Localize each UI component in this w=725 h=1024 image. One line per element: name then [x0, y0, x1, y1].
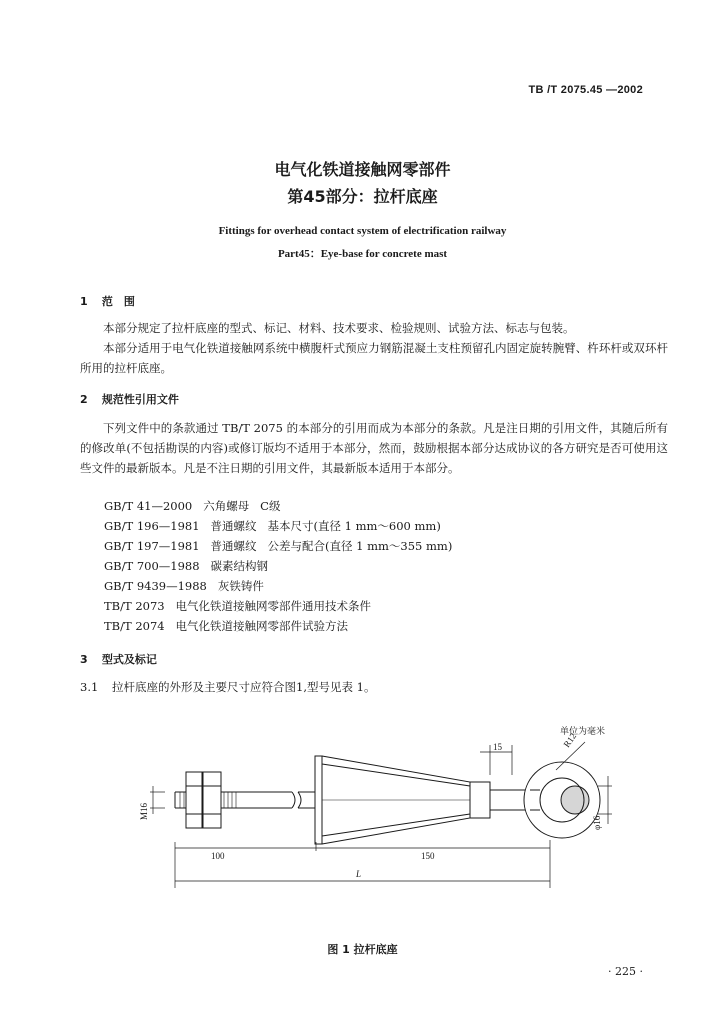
- english-title-line-1: Fittings for overhead contact system of electrification railway: [218, 225, 507, 237]
- section-1-paragraph-2: 本部分适用于电气化铁道接触网系统中横腹杆式预应力钢筋混凝土支柱预留孔内固定旋转腕臂、杵环杆或双环杆所用的拉杆底座。: [80, 341, 668, 375]
- standard-code: TB /T 2075.45 —2002: [528, 84, 643, 96]
- section-title: 范 围: [101, 295, 135, 308]
- section-number: 1: [80, 295, 88, 308]
- section-title: 规范性引用文件: [101, 393, 179, 406]
- reference-item: GB/T 196—1981 普通螺纹 基本尺寸(直径 1 mm～600 mm): [104, 519, 441, 533]
- reference-item: TB/T 2074 电气化铁道接触网零部件试验方法: [104, 619, 349, 633]
- reference-item: GB/T 41—2000 六角螺母 C级: [104, 499, 281, 513]
- section-number: 3: [80, 653, 88, 666]
- dim-l: L: [356, 869, 362, 879]
- clause-number: 3.1: [80, 680, 99, 694]
- title-line-2: 第45部分：拉杆底座: [287, 187, 438, 206]
- section-2-paragraph: 下列文件中的条款通过 TB/T 2075 的本部分的引用而成为本部分的条款。凡是注日期的引用文件，其随后所有的修改单(不包括勘误的内容)或修订版均不适用于本部分，然而，鼓励根据本部分达成协议的各方研究是否可使用这些文件的最新版本。凡是不注日期的引用文件，其最新版本适用于本部分。: [80, 421, 668, 475]
- reference-item: GB/T 197—1981 普通螺纹 公差与配合(直径 1 mm～355 mm): [104, 539, 453, 553]
- dim-100: 100: [211, 851, 225, 861]
- clause-text: 拉杆底座的外形及主要尺寸应符合图1,型号见表 1。: [112, 680, 376, 694]
- dim-phi16: φ16: [592, 815, 602, 830]
- reference-item: GB/T 9439—1988 灰铁铸件: [104, 579, 264, 593]
- section-1-paragraph-1: 本部分规定了拉杆底座的型式、标记、材料、技术要求、检验规则、试验方法、标志与包装。: [103, 321, 575, 335]
- dim-15: 15: [493, 742, 502, 752]
- unit-note: 单位为毫米: [560, 726, 606, 736]
- page-number: · 225 ·: [608, 965, 643, 978]
- section-title: 型式及标记: [101, 653, 157, 666]
- section-number: 2: [80, 393, 88, 406]
- english-title-line-2: Part45：Eye-base for concrete mast: [277, 248, 448, 260]
- dim-150: 150: [421, 851, 435, 861]
- reference-item: GB/T 700—1988 碳素结构钢: [104, 559, 269, 573]
- dim-r12: R12: [561, 731, 579, 750]
- reference-item: TB/T 2073 电气化铁道接触网零部件通用技术条件: [104, 599, 372, 613]
- figure-caption: 图 1 拉杆底座: [327, 943, 398, 956]
- title-line-1: 电气化铁道接触网零部件: [274, 160, 451, 179]
- dim-m16: M16: [139, 802, 149, 820]
